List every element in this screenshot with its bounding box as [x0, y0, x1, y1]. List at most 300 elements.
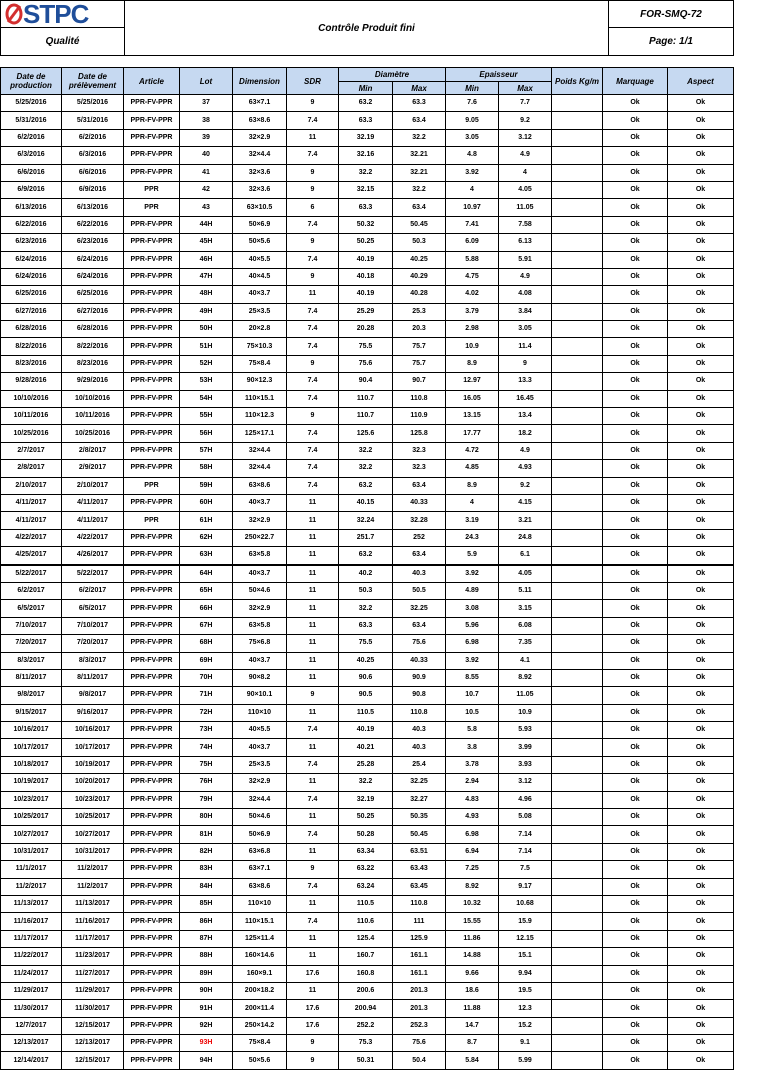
table-row	[1, 355, 734, 372]
cell-lot: 85H	[180, 895, 233, 912]
cell-sdr: 7.4	[287, 303, 339, 320]
cell-epaisseur-min: 9.66	[446, 965, 499, 982]
cell-marquage: Ok	[603, 861, 668, 878]
cell-diametre-max: 201.3	[393, 1000, 446, 1017]
page-number: Page: 1/1	[609, 28, 734, 56]
cell-epaisseur-min: 10.7	[446, 687, 499, 704]
cell-aspect: Ok	[668, 756, 734, 773]
cell-marquage: Ok	[603, 669, 668, 686]
cell-date-production: 9/15/2017	[1, 704, 62, 721]
cell-sdr: 11	[287, 704, 339, 721]
cell-marquage: Ok	[603, 460, 668, 477]
cell-poids	[552, 826, 603, 843]
cell-marquage: Ok	[603, 321, 668, 338]
cell-date-production: 6/9/2016	[1, 181, 62, 198]
cell-dimension: 50×6.9	[233, 216, 287, 233]
cell-marquage: Ok	[603, 895, 668, 912]
cell-aspect: Ok	[668, 494, 734, 511]
cell-sdr: 7.4	[287, 913, 339, 930]
cell-diametre-min: 25.29	[339, 303, 393, 320]
cell-marquage: Ok	[603, 948, 668, 965]
cell-date-production: 11/22/2017	[1, 948, 62, 965]
cell-date-prelevement: 2/9/2017	[62, 460, 124, 477]
cell-epaisseur-min: 5.9	[446, 547, 499, 565]
cell-poids	[552, 948, 603, 965]
cell-article: PPR-FV-PPR	[124, 494, 180, 511]
cell-diametre-min: 32.2	[339, 774, 393, 791]
cell-date-prelevement: 10/20/2017	[62, 774, 124, 791]
cell-diametre-min: 40.25	[339, 652, 393, 669]
cell-marquage: Ok	[603, 390, 668, 407]
cell-date-production: 8/11/2017	[1, 669, 62, 686]
cell-epaisseur-max: 3.12	[499, 129, 552, 146]
cell-epaisseur-min: 5.96	[446, 617, 499, 634]
cell-date-prelevement: 10/16/2017	[62, 722, 124, 739]
cell-article: PPR-FV-PPR	[124, 722, 180, 739]
cell-lot: 46H	[180, 251, 233, 268]
cell-article: PPR-FV-PPR	[124, 390, 180, 407]
cell-epaisseur-max: 10.9	[499, 704, 552, 721]
cell-epaisseur-max: 4.9	[499, 442, 552, 459]
cell-diametre-max: 110.9	[393, 408, 446, 425]
cell-sdr: 11	[287, 565, 339, 583]
cell-aspect: Ok	[668, 982, 734, 999]
cell-sdr: 9	[287, 355, 339, 372]
cell-epaisseur-max: 9.17	[499, 878, 552, 895]
cell-diametre-max: 75.7	[393, 355, 446, 372]
cell-epaisseur-min: 4.93	[446, 809, 499, 826]
cell-aspect: Ok	[668, 843, 734, 860]
cell-epaisseur-min: 7.6	[446, 95, 499, 112]
cell-diametre-min: 63.34	[339, 843, 393, 860]
cell-aspect: Ok	[668, 826, 734, 843]
cell-epaisseur-max: 18.2	[499, 425, 552, 442]
cell-article: PPR-FV-PPR	[124, 948, 180, 965]
cell-date-production: 11/17/2017	[1, 930, 62, 947]
cell-article: PPR-FV-PPR	[124, 843, 180, 860]
table-row	[1, 965, 734, 982]
cell-sdr: 9	[287, 95, 339, 112]
cell-diametre-max: 25.3	[393, 303, 446, 320]
table-row	[1, 652, 734, 669]
cell-poids	[552, 425, 603, 442]
cell-dimension: 63×5.8	[233, 617, 287, 634]
cell-sdr: 9	[287, 268, 339, 285]
cell-dimension: 63×7.1	[233, 861, 287, 878]
cell-diametre-min: 251.7	[339, 529, 393, 546]
cell-diametre-min: 63.24	[339, 878, 393, 895]
cell-marquage: Ok	[603, 442, 668, 459]
cell-lot: 86H	[180, 913, 233, 930]
cell-epaisseur-min: 11.86	[446, 930, 499, 947]
col-article: Article	[124, 68, 180, 95]
cell-epaisseur-min: 16.05	[446, 390, 499, 407]
cell-poids	[552, 687, 603, 704]
cell-epaisseur-max: 3.93	[499, 756, 552, 773]
cell-epaisseur-max: 5.11	[499, 582, 552, 599]
cell-epaisseur-min: 3.92	[446, 565, 499, 583]
cell-aspect: Ok	[668, 547, 734, 565]
cell-lot: 82H	[180, 843, 233, 860]
cell-lot: 57H	[180, 442, 233, 459]
cell-diametre-min: 32.24	[339, 512, 393, 529]
cell-aspect: Ok	[668, 930, 734, 947]
cell-dimension: 32×4.4	[233, 460, 287, 477]
cell-sdr: 11	[287, 129, 339, 146]
cell-diametre-max: 50.5	[393, 582, 446, 599]
cell-diametre-max: 252	[393, 529, 446, 546]
cell-epaisseur-min: 3.79	[446, 303, 499, 320]
cell-poids	[552, 582, 603, 599]
document-title: Contrôle Produit fini	[125, 1, 609, 56]
control-table	[0, 67, 734, 1070]
cell-epaisseur-max: 24.8	[499, 529, 552, 546]
col-epaisseur-max: Max	[499, 82, 552, 95]
cell-epaisseur-min: 10.32	[446, 895, 499, 912]
cell-sdr: 9	[287, 234, 339, 251]
cell-diametre-max: 110.8	[393, 390, 446, 407]
cell-aspect: Ok	[668, 373, 734, 390]
cell-date-production: 6/2/2017	[1, 582, 62, 599]
cell-lot: 62H	[180, 529, 233, 546]
cell-diametre-max: 50.3	[393, 234, 446, 251]
cell-sdr: 11	[287, 635, 339, 652]
cell-epaisseur-min: 15.55	[446, 913, 499, 930]
cell-diametre-max: 20.3	[393, 321, 446, 338]
table-row	[1, 181, 734, 198]
cell-diametre-min: 75.3	[339, 1035, 393, 1052]
cell-aspect: Ok	[668, 95, 734, 112]
department-label: Qualité	[1, 28, 125, 56]
cell-diametre-max: 75.6	[393, 635, 446, 652]
cell-epaisseur-min: 14.7	[446, 1017, 499, 1034]
cell-article: PPR-FV-PPR	[124, 529, 180, 546]
cell-lot: 41	[180, 164, 233, 181]
cell-date-production: 11/16/2017	[1, 913, 62, 930]
cell-lot: 93H	[180, 1035, 233, 1052]
cell-diametre-min: 110.7	[339, 390, 393, 407]
cell-marquage: Ok	[603, 843, 668, 860]
cell-dimension: 32×2.9	[233, 512, 287, 529]
cell-lot: 63H	[180, 547, 233, 565]
cell-epaisseur-min: 13.15	[446, 408, 499, 425]
cell-epaisseur-min: 3.78	[446, 756, 499, 773]
cell-date-production: 10/25/2016	[1, 425, 62, 442]
cell-diametre-max: 50.45	[393, 826, 446, 843]
cell-aspect: Ok	[668, 425, 734, 442]
table-row	[1, 477, 734, 494]
cell-lot: 91H	[180, 1000, 233, 1017]
col-diametre-max: Max	[393, 82, 446, 95]
cell-dimension: 90×8.2	[233, 669, 287, 686]
cell-dimension: 32×2.9	[233, 600, 287, 617]
cell-diametre-max: 63.43	[393, 861, 446, 878]
cell-epaisseur-max: 4.93	[499, 460, 552, 477]
cell-marquage: Ok	[603, 756, 668, 773]
cell-article: PPR-FV-PPR	[124, 321, 180, 338]
cell-article: PPR-FV-PPR	[124, 687, 180, 704]
cell-dimension: 110×15.1	[233, 913, 287, 930]
cell-epaisseur-max: 4.1	[499, 652, 552, 669]
cell-epaisseur-min: 10.5	[446, 704, 499, 721]
cell-poids	[552, 756, 603, 773]
cell-article: PPR-FV-PPR	[124, 234, 180, 251]
cell-article: PPR-FV-PPR	[124, 617, 180, 634]
cell-date-prelevement: 5/22/2017	[62, 565, 124, 583]
cell-poids	[552, 216, 603, 233]
cell-aspect: Ok	[668, 181, 734, 198]
cell-sdr: 7.4	[287, 338, 339, 355]
cell-poids	[552, 1000, 603, 1017]
cell-dimension: 20×2.8	[233, 321, 287, 338]
cell-date-prelevement: 9/29/2016	[62, 373, 124, 390]
cell-sdr: 7.4	[287, 321, 339, 338]
cell-dimension: 90×12.3	[233, 373, 287, 390]
cell-sdr: 7.4	[287, 826, 339, 843]
col-diametre-min: Min	[339, 82, 393, 95]
cell-epaisseur-max: 15.2	[499, 1017, 552, 1034]
cell-marquage: Ok	[603, 547, 668, 565]
cell-aspect: Ok	[668, 739, 734, 756]
cell-dimension: 40×4.5	[233, 268, 287, 285]
cell-date-prelevement: 6/24/2016	[62, 251, 124, 268]
cell-lot: 74H	[180, 739, 233, 756]
cell-marquage: Ok	[603, 303, 668, 320]
cell-article: PPR-FV-PPR	[124, 774, 180, 791]
cell-poids	[552, 442, 603, 459]
cell-article: PPR-FV-PPR	[124, 565, 180, 583]
cell-diametre-min: 125.6	[339, 425, 393, 442]
cell-diametre-max: 63.4	[393, 477, 446, 494]
table-row	[1, 1017, 734, 1034]
cell-diametre-max: 125.9	[393, 930, 446, 947]
cell-date-prelevement: 12/15/2017	[62, 1017, 124, 1034]
cell-lot: 73H	[180, 722, 233, 739]
cell-poids	[552, 494, 603, 511]
cell-date-production: 10/16/2017	[1, 722, 62, 739]
cell-marquage: Ok	[603, 529, 668, 546]
cell-poids	[552, 112, 603, 129]
cell-lot: 52H	[180, 355, 233, 372]
cell-sdr: 7.4	[287, 425, 339, 442]
cell-aspect: Ok	[668, 303, 734, 320]
cell-epaisseur-max: 4.15	[499, 494, 552, 511]
cell-aspect: Ok	[668, 164, 734, 181]
cell-epaisseur-min: 6.98	[446, 635, 499, 652]
cell-diametre-min: 32.16	[339, 147, 393, 164]
table-row	[1, 321, 734, 338]
cell-poids	[552, 477, 603, 494]
col-epaisseur: Epaisseur	[446, 68, 552, 82]
cell-aspect: Ok	[668, 477, 734, 494]
cell-epaisseur-max: 4.9	[499, 147, 552, 164]
cell-sdr: 11	[287, 669, 339, 686]
cell-diametre-min: 90.6	[339, 669, 393, 686]
cell-sdr: 7.4	[287, 373, 339, 390]
cell-date-production: 10/17/2017	[1, 739, 62, 756]
col-aspect: Aspect	[668, 68, 734, 95]
cell-marquage: Ok	[603, 913, 668, 930]
cell-diametre-max: 90.7	[393, 373, 446, 390]
cell-diametre-min: 50.31	[339, 1052, 393, 1069]
cell-aspect: Ok	[668, 1017, 734, 1034]
cell-article: PPR-FV-PPR	[124, 982, 180, 999]
cell-lot: 53H	[180, 373, 233, 390]
cell-epaisseur-min: 5.8	[446, 722, 499, 739]
cell-date-prelevement: 11/23/2017	[62, 948, 124, 965]
cell-article: PPR-FV-PPR	[124, 460, 180, 477]
cell-poids	[552, 164, 603, 181]
table-row	[1, 826, 734, 843]
cell-marquage: Ok	[603, 216, 668, 233]
cell-diametre-max: 110.8	[393, 895, 446, 912]
cell-sdr: 11	[287, 286, 339, 303]
cell-marquage: Ok	[603, 739, 668, 756]
cell-diametre-min: 63.2	[339, 547, 393, 565]
cell-lot: 54H	[180, 390, 233, 407]
cell-aspect: Ok	[668, 355, 734, 372]
cell-date-production: 6/2/2016	[1, 129, 62, 146]
cell-date-prelevement: 12/13/2017	[62, 1035, 124, 1052]
cell-marquage: Ok	[603, 286, 668, 303]
cell-date-prelevement: 9/8/2017	[62, 687, 124, 704]
cell-epaisseur-min: 14.88	[446, 948, 499, 965]
table-row	[1, 1000, 734, 1017]
cell-article: PPR-FV-PPR	[124, 1052, 180, 1069]
cell-date-prelevement: 6/3/2016	[62, 147, 124, 164]
cell-epaisseur-min: 4.83	[446, 791, 499, 808]
cell-date-prelevement: 11/27/2017	[62, 965, 124, 982]
cell-poids	[552, 268, 603, 285]
cell-diametre-max: 161.1	[393, 948, 446, 965]
cell-poids	[552, 669, 603, 686]
cell-epaisseur-max: 9.1	[499, 1035, 552, 1052]
table-row	[1, 547, 734, 565]
cell-article: PPR-FV-PPR	[124, 635, 180, 652]
cell-dimension: 63×6.8	[233, 843, 287, 860]
table-row	[1, 1035, 734, 1052]
cell-aspect: Ok	[668, 652, 734, 669]
cell-lot: 87H	[180, 930, 233, 947]
cell-diametre-max: 110.8	[393, 704, 446, 721]
cell-dimension: 75×8.4	[233, 355, 287, 372]
cell-poids	[552, 843, 603, 860]
cell-epaisseur-min: 4.75	[446, 268, 499, 285]
cell-dimension: 63×7.1	[233, 95, 287, 112]
cell-lot: 44H	[180, 216, 233, 233]
cell-lot: 70H	[180, 669, 233, 686]
cell-date-production: 12/7/2017	[1, 1017, 62, 1034]
cell-article: PPR-FV-PPR	[124, 112, 180, 129]
cell-dimension: 25×3.5	[233, 756, 287, 773]
cell-article: PPR-FV-PPR	[124, 930, 180, 947]
cell-aspect: Ok	[668, 112, 734, 129]
cell-marquage: Ok	[603, 826, 668, 843]
cell-dimension: 75×6.8	[233, 635, 287, 652]
cell-date-production: 4/25/2017	[1, 547, 62, 565]
cell-diametre-max: 40.28	[393, 286, 446, 303]
cell-date-prelevement: 10/10/2016	[62, 390, 124, 407]
cell-marquage: Ok	[603, 704, 668, 721]
cell-dimension: 50×5.6	[233, 234, 287, 251]
cell-marquage: Ok	[603, 878, 668, 895]
cell-aspect: Ok	[668, 1052, 734, 1069]
cell-epaisseur-max: 3.84	[499, 303, 552, 320]
logo-text: STPC	[23, 0, 89, 29]
table-row	[1, 442, 734, 459]
cell-diametre-min: 40.19	[339, 722, 393, 739]
cell-marquage: Ok	[603, 494, 668, 511]
cell-epaisseur-min: 18.6	[446, 982, 499, 999]
cell-marquage: Ok	[603, 147, 668, 164]
cell-epaisseur-max: 11.05	[499, 687, 552, 704]
cell-diametre-max: 32.2	[393, 129, 446, 146]
cell-date-production: 11/2/2017	[1, 878, 62, 895]
cell-sdr: 7.4	[287, 460, 339, 477]
cell-sdr: 17.6	[287, 1017, 339, 1034]
cell-dimension: 110×12.3	[233, 408, 287, 425]
table-row	[1, 147, 734, 164]
cell-date-prelevement: 11/2/2017	[62, 878, 124, 895]
cell-date-production: 12/13/2017	[1, 1035, 62, 1052]
col-date-prelevement: Date de prélèvement	[62, 68, 124, 95]
cell-sdr: 11	[287, 600, 339, 617]
cell-poids	[552, 565, 603, 583]
cell-date-prelevement: 10/23/2017	[62, 791, 124, 808]
cell-diametre-min: 32.19	[339, 129, 393, 146]
stpc-logo-icon	[5, 3, 23, 25]
cell-poids	[552, 129, 603, 146]
cell-epaisseur-min: 4.85	[446, 460, 499, 477]
cell-date-production: 10/11/2016	[1, 408, 62, 425]
cell-date-production: 11/1/2017	[1, 861, 62, 878]
table-row	[1, 878, 734, 895]
cell-poids	[552, 338, 603, 355]
cell-date-production: 11/13/2017	[1, 895, 62, 912]
cell-date-prelevement: 12/15/2017	[62, 1052, 124, 1069]
cell-date-prelevement: 4/22/2017	[62, 529, 124, 546]
cell-dimension: 40×5.5	[233, 722, 287, 739]
cell-lot: 50H	[180, 321, 233, 338]
cell-diametre-min: 20.28	[339, 321, 393, 338]
cell-diametre-min: 50.28	[339, 826, 393, 843]
cell-sdr: 9	[287, 181, 339, 198]
table-row	[1, 565, 734, 583]
cell-article: PPR-FV-PPR	[124, 1000, 180, 1017]
cell-sdr: 11	[287, 895, 339, 912]
cell-aspect: Ok	[668, 687, 734, 704]
cell-article: PPR	[124, 181, 180, 198]
cell-aspect: Ok	[668, 704, 734, 721]
cell-date-prelevement: 2/10/2017	[62, 477, 124, 494]
cell-poids	[552, 791, 603, 808]
cell-diametre-min: 32.2	[339, 164, 393, 181]
cell-diametre-max: 32.27	[393, 791, 446, 808]
cell-date-prelevement: 11/13/2017	[62, 895, 124, 912]
cell-lot: 92H	[180, 1017, 233, 1034]
cell-diametre-min: 63.22	[339, 861, 393, 878]
cell-sdr: 7.4	[287, 251, 339, 268]
table-row	[1, 216, 734, 233]
cell-diametre-max: 50.45	[393, 216, 446, 233]
cell-dimension: 200×11.4	[233, 1000, 287, 1017]
table-row	[1, 303, 734, 320]
cell-marquage: Ok	[603, 199, 668, 216]
cell-sdr: 7.4	[287, 756, 339, 773]
cell-marquage: Ok	[603, 425, 668, 442]
table-row	[1, 791, 734, 808]
cell-lot: 71H	[180, 687, 233, 704]
